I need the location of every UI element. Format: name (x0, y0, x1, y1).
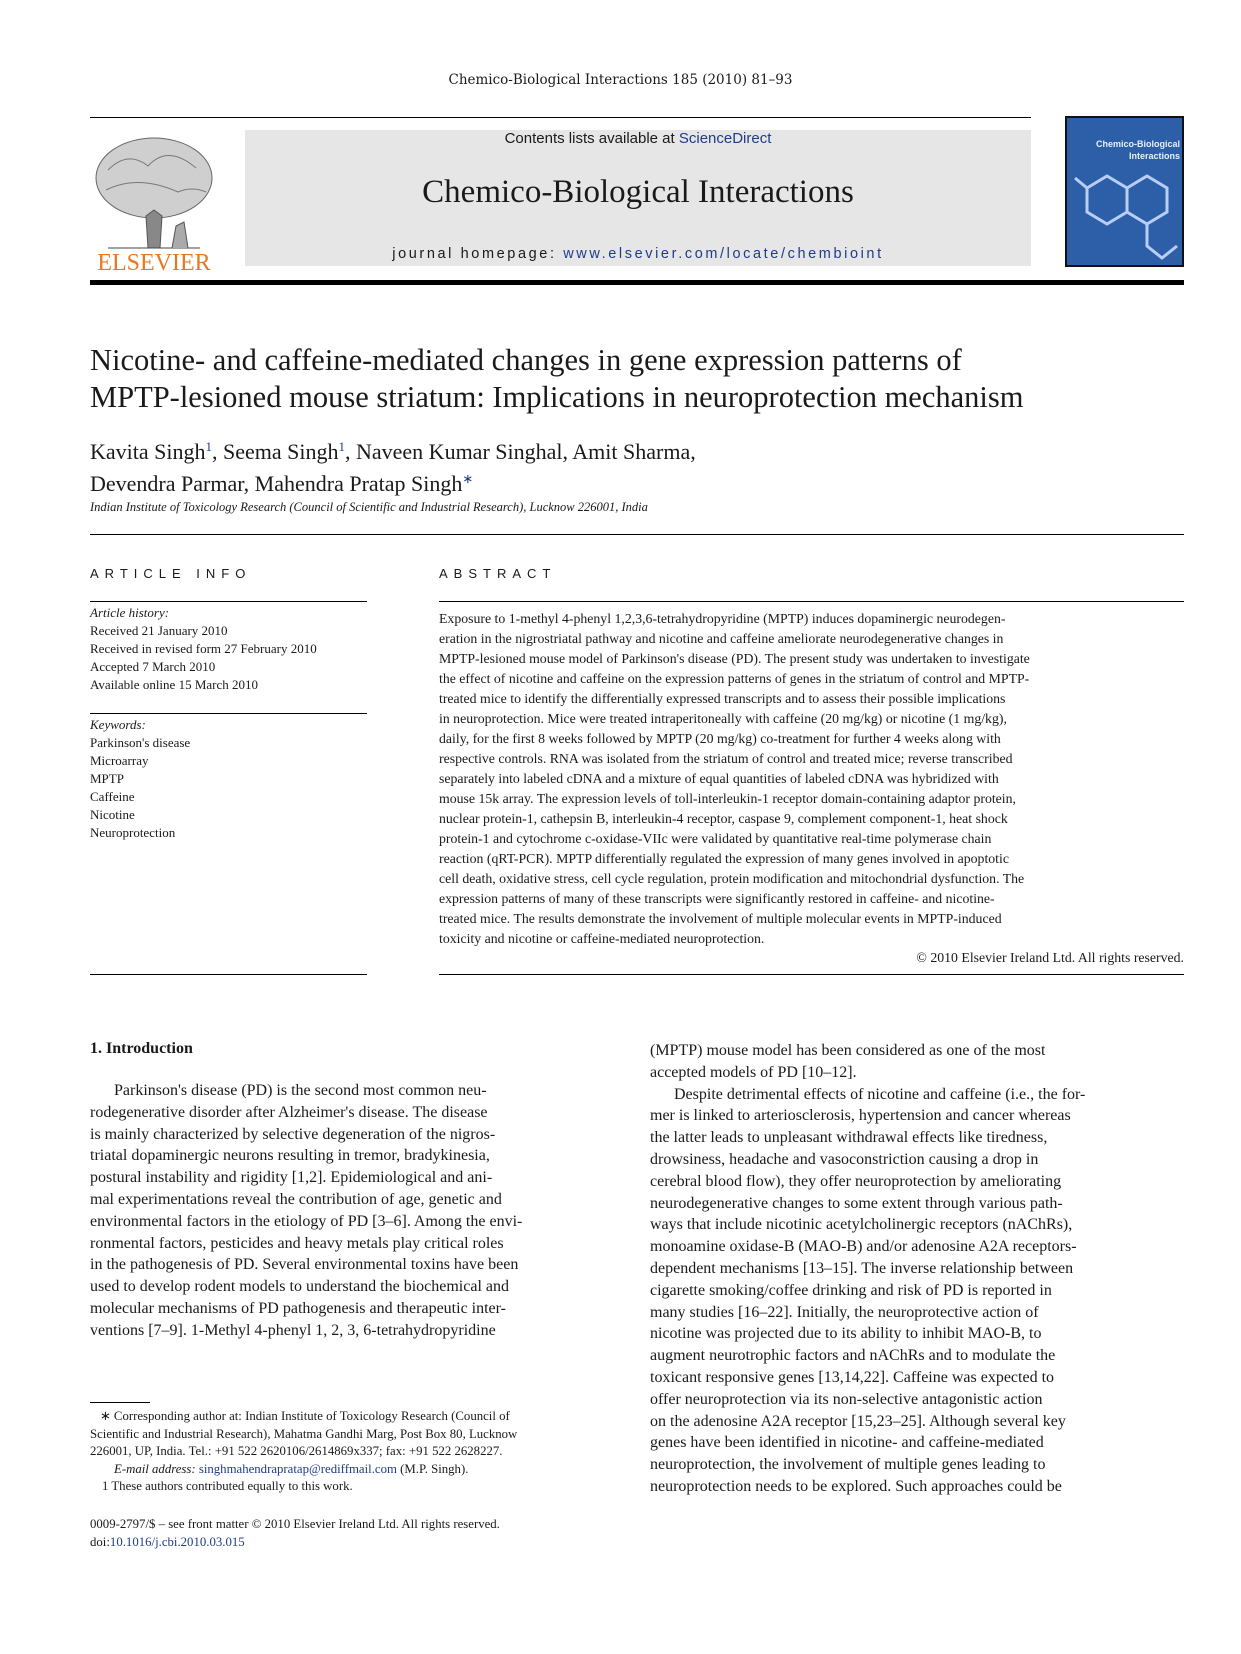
keyword: Nicotine (90, 807, 135, 822)
body-line: many studies [16–22]. Initially, the neuroprotective action of (650, 1303, 1039, 1321)
tree-icon (88, 130, 220, 275)
email-label: E-mail address: (114, 1461, 199, 1476)
article-info-heading: ARTICLE INFO (90, 566, 252, 581)
keyword: MPTP (90, 771, 124, 786)
divider (90, 601, 367, 602)
body-line: (MPTP) mouse model has been considered as one of the most (650, 1042, 1046, 1059)
author-list (90, 433, 890, 497)
body-line: monoamine oxidase-B (MAO-B) and/or adenosine A2A receptors- (650, 1238, 1077, 1256)
doi-line (90, 1534, 690, 1552)
body-line: neurodegenerative changes to some extent through various path- (650, 1194, 1063, 1212)
footnote-line: Scientific and Industrial Research), Mahatma Gandhi Marg, Post Box 80, Lucknow (90, 1426, 518, 1441)
journal-homepage (245, 246, 1031, 262)
intro-right-column (650, 1040, 1184, 1498)
keyword: Neuroprotection (90, 825, 176, 840)
abstract-line: in neuroprotection. Mice were treated intraperitoneally with caffeine (20 mg/kg) or nicotine (1 mg/kg), (439, 711, 1007, 726)
section-heading: 1. Introduction (90, 1040, 193, 1057)
body-line: in the pathogenesis of PD. Several environmental toxins have been (90, 1256, 519, 1274)
keyword: Microarray (90, 753, 149, 768)
doi-label: doi: (90, 1534, 110, 1549)
author-name: Seema Singh (223, 439, 339, 464)
history-item: Received 21 January 2010 (90, 623, 228, 638)
email-line (90, 1461, 624, 1479)
body-line: Despite detrimental effects of nicotine and caffeine (i.e., the for- (674, 1085, 1086, 1103)
body-line: on the adenosine A2A receptor [15,23–25]. Although several key (650, 1412, 1066, 1430)
abstract-line: the effect of nicotine and caffeine on the expression patterns of genes in the striatum of control and MPTP- (439, 671, 1030, 686)
body-line: toxicant responsive genes [13,14,22]. Caffeine was expected to (650, 1368, 1055, 1386)
title-line: Nicotine- and caffeine-mediated changes in gene expression patterns of (90, 343, 962, 377)
body-line: accepted models of PD [10–12]. (650, 1063, 857, 1081)
abstract-line: daily, for the first 8 weeks followed by MPTP (20 mg/kg) co-treatment for further 4 weeks along with (439, 731, 1001, 746)
body-line: postural instability and rigidity [1,2]. Epidemiological and ani- (90, 1169, 493, 1187)
front-matter (90, 1516, 690, 1551)
body-line: cigarette smoking/coffee drinking and risk of PD is reported in (650, 1281, 1052, 1299)
body-line: ways that include nicotinic acetylcholinergic receptors (nAChRs), (650, 1216, 1073, 1234)
body-line: ronmental factors, pesticides and heavy metals play critical roles (90, 1234, 504, 1252)
abstract-line: cell death, oxidative stress, cell cycle regulation, protein modification and mitochondrial dysfunction. The (439, 871, 1025, 886)
footnote-line: 226001, UP, India. Tel.: +91 522 2620106/2614869x337; fax: +91 522 2628227. (90, 1444, 503, 1458)
abstract-line: expression patterns of many of these transcripts were significantly restored in caffeine- and nicotine- (439, 891, 995, 906)
body-line: used to develop rodent models to understand the biochemical and (90, 1278, 509, 1296)
homepage-prefix: journal homepage: (392, 246, 564, 262)
divider (90, 534, 1184, 535)
abstract-line: nuclear protein-1, cathepsin B, interleukin-4 receptor, caspase 9, complement component-1, heat shock (439, 811, 1008, 826)
svg-text:ELSEVIER: ELSEVIER (97, 250, 211, 275)
copyright: © 2010 Elsevier Ireland Ltd. All rights reserved. (916, 950, 1184, 965)
author-mark[interactable]: 1 (338, 439, 345, 454)
footnote-rule (90, 1402, 150, 1403)
body-line: augment neurotrophic factors and nAChRs and to modulate the (650, 1347, 1056, 1365)
body-line: genes have been identified in nicotine- and caffeine-mediated (650, 1434, 1044, 1452)
sciencedirect-link[interactable]: ScienceDirect (678, 130, 772, 147)
author-name: Amit Sharma (572, 439, 691, 464)
footnotes (90, 1408, 624, 1496)
cover-title: Chemico-Biological Interactions (1095, 139, 1180, 161)
email-suffix: (M.P. Singh). (396, 1461, 469, 1476)
footnote-line: ∗ Corresponding author at: Indian Institute of Toxicology Research (Council of (100, 1409, 510, 1423)
abstract-line: protein-1 and cytochrome c-oxidase-VIIc were validated by quantitative real-time polymerase chain (439, 831, 992, 846)
abstract-line: toxicity and nicotine or caffeine-mediated neuroprotection. (439, 931, 765, 946)
doi-link[interactable]: 10.1016/j.cbi.2010.03.015 (109, 1534, 245, 1549)
footnote-line: 1 These authors contributed equally to this work. (102, 1479, 353, 1493)
divider (439, 974, 1184, 975)
journal-title: Chemico-Biological Interactions (422, 174, 854, 210)
body-line: molecular mechanisms of PD pathogenesis and therapeutic inter- (90, 1299, 506, 1317)
article-history (90, 604, 380, 694)
homepage-link[interactable]: www.elsevier.com/locate/chembioint (563, 246, 884, 262)
contents-prefix: Contents lists available at (504, 130, 679, 147)
history-item: Accepted 7 March 2010 (90, 659, 216, 674)
body-line: nicotine was projected due to its ability to inhibit MAO-B, to (650, 1325, 1042, 1343)
running-header: Chemico-Biological Interactions 185 (2010) 81–93 (448, 72, 793, 88)
keyword: Caffeine (90, 789, 135, 804)
body-line: triatal dopaminergic neurons resulting in tremor, bradykinesia, (90, 1147, 490, 1165)
body-line: offer neuroprotection via its non-selective antagonistic action (650, 1390, 1043, 1408)
corresponding-mark[interactable]: ∗ (462, 471, 474, 486)
body-line: mal experimentations reveal the contribution of age, genetic and (90, 1190, 502, 1208)
body-line: rodegenerative disorder after Alzheimer's disease. The disease (90, 1103, 488, 1121)
divider (439, 601, 1184, 602)
contents-line (245, 130, 1031, 147)
article-title (90, 342, 1184, 416)
abstract-body (439, 609, 1184, 949)
body-line: the latter leads to unpleasant withdrawal effects like tiredness, (650, 1129, 1048, 1147)
header-rule (90, 117, 1031, 118)
elsevier-logo[interactable] (88, 130, 220, 275)
history-label: Article history: (90, 605, 170, 620)
author-line: Devendra Parmar, Mahendra Pratap Singh∗ (90, 471, 474, 496)
history-item: Received in revised form 27 February 2010 (90, 641, 317, 656)
body-line: cerebral blood flow), they offer neuroprotection by ameliorating (650, 1172, 1062, 1190)
abstract-line: treated mice. The results demonstrate the involvement of multiple molecular events in MPTP-induced (439, 911, 1002, 926)
author-line: Kavita Singh$^1$, Seema Singh$^1$, Naveen Kumar Singhal, Amit Sharma, (90, 439, 696, 464)
divider (90, 974, 367, 975)
abstract-line: Exposure to 1-methyl 4-phenyl 1,2,3,6-tetrahydropyridine (MPTP) induces dopaminergic neurodegen- (439, 611, 1006, 626)
abstract-line: mouse 15k array. The expression levels of toll-interleukin-1 receptor domain-containing adaptor protein, (439, 791, 1016, 806)
masthead-rule (90, 280, 1184, 285)
divider (90, 713, 367, 714)
body-line: environmental factors in the etiology of PD [3–6]. Among the envi- (90, 1212, 523, 1230)
body-line: neuroprotection needs to be explored. Such approaches could be (650, 1477, 1062, 1495)
keyword: Parkinson's disease (90, 735, 191, 750)
abstract-line: MPTP-lesioned mouse model of Parkinson's disease (PD). The present study was undertaken to investigate (439, 651, 1030, 666)
abstract-line: separately into labeled cDNA and a mixture of equal quantities of labeled cDNA was hybridized with (439, 771, 999, 786)
body-line: dependent mechanisms [13–15]. The inverse relationship between (650, 1259, 1074, 1277)
abstract-heading: ABSTRACT (439, 566, 557, 581)
author-mark[interactable]: 1 (205, 439, 212, 454)
body-line: mer is linked to arteriosclerosis, hypertension and cancer whereas (650, 1107, 1071, 1125)
author-name: Mahendra Pratap Singh (254, 471, 463, 496)
abstract-line: treated mice to identify the differentially expressed transcripts and to assess their possible implications (439, 691, 1006, 706)
body-line: ventions [7–9]. 1-Methyl 4-phenyl 1, 2, 3, 6-tetrahydropyridine (90, 1321, 496, 1339)
affiliation: Indian Institute of Toxicology Research (Council of Scientific and Industrial Research), Lucknow 226001, India (90, 500, 648, 514)
journal-cover[interactable] (1065, 116, 1184, 267)
body-line: Parkinson's disease (PD) is the second most common neu- (114, 1082, 487, 1099)
title-line: MPTP-lesioned mouse striatum: Implications in neuroprotection mechanism (90, 380, 1024, 414)
abstract-line: reaction (qRT-PCR). MPTP differentially regulated the expression of many genes involved in apoptotic (439, 851, 1009, 866)
front-matter-line: 0009-2797/$ – see front matter © 2010 Elsevier Ireland Ltd. All rights reserved. (90, 1517, 500, 1531)
author-name: Kavita Singh (90, 439, 206, 464)
author-name: Devendra Parmar (90, 471, 244, 496)
email-link[interactable]: singhmahendrapratap@rediffmail.com (198, 1461, 397, 1476)
intro-left-column (90, 1080, 614, 1342)
author-name: Naveen Kumar Singhal (356, 439, 563, 464)
abstract-line: eration in the nigrostriatal pathway and nicotine and caffeine ameliorate neurodegenerative changes in (439, 631, 1004, 646)
abstract-line: respective controls. RNA was isolated from the striatum of control and treated mice; reverse transcribed (439, 751, 1013, 766)
history-item: Available online 15 March 2010 (90, 677, 258, 692)
keywords-label: Keywords: (90, 717, 146, 732)
body-line: neuroprotection, the involvement of multiple genes leading to (650, 1456, 1046, 1474)
body-line: is mainly characterized by selective degeneration of the nigros- (90, 1125, 496, 1143)
keywords (90, 716, 380, 842)
body-line: drowsiness, headache and vasoconstriction causing a drop in (650, 1150, 1039, 1168)
